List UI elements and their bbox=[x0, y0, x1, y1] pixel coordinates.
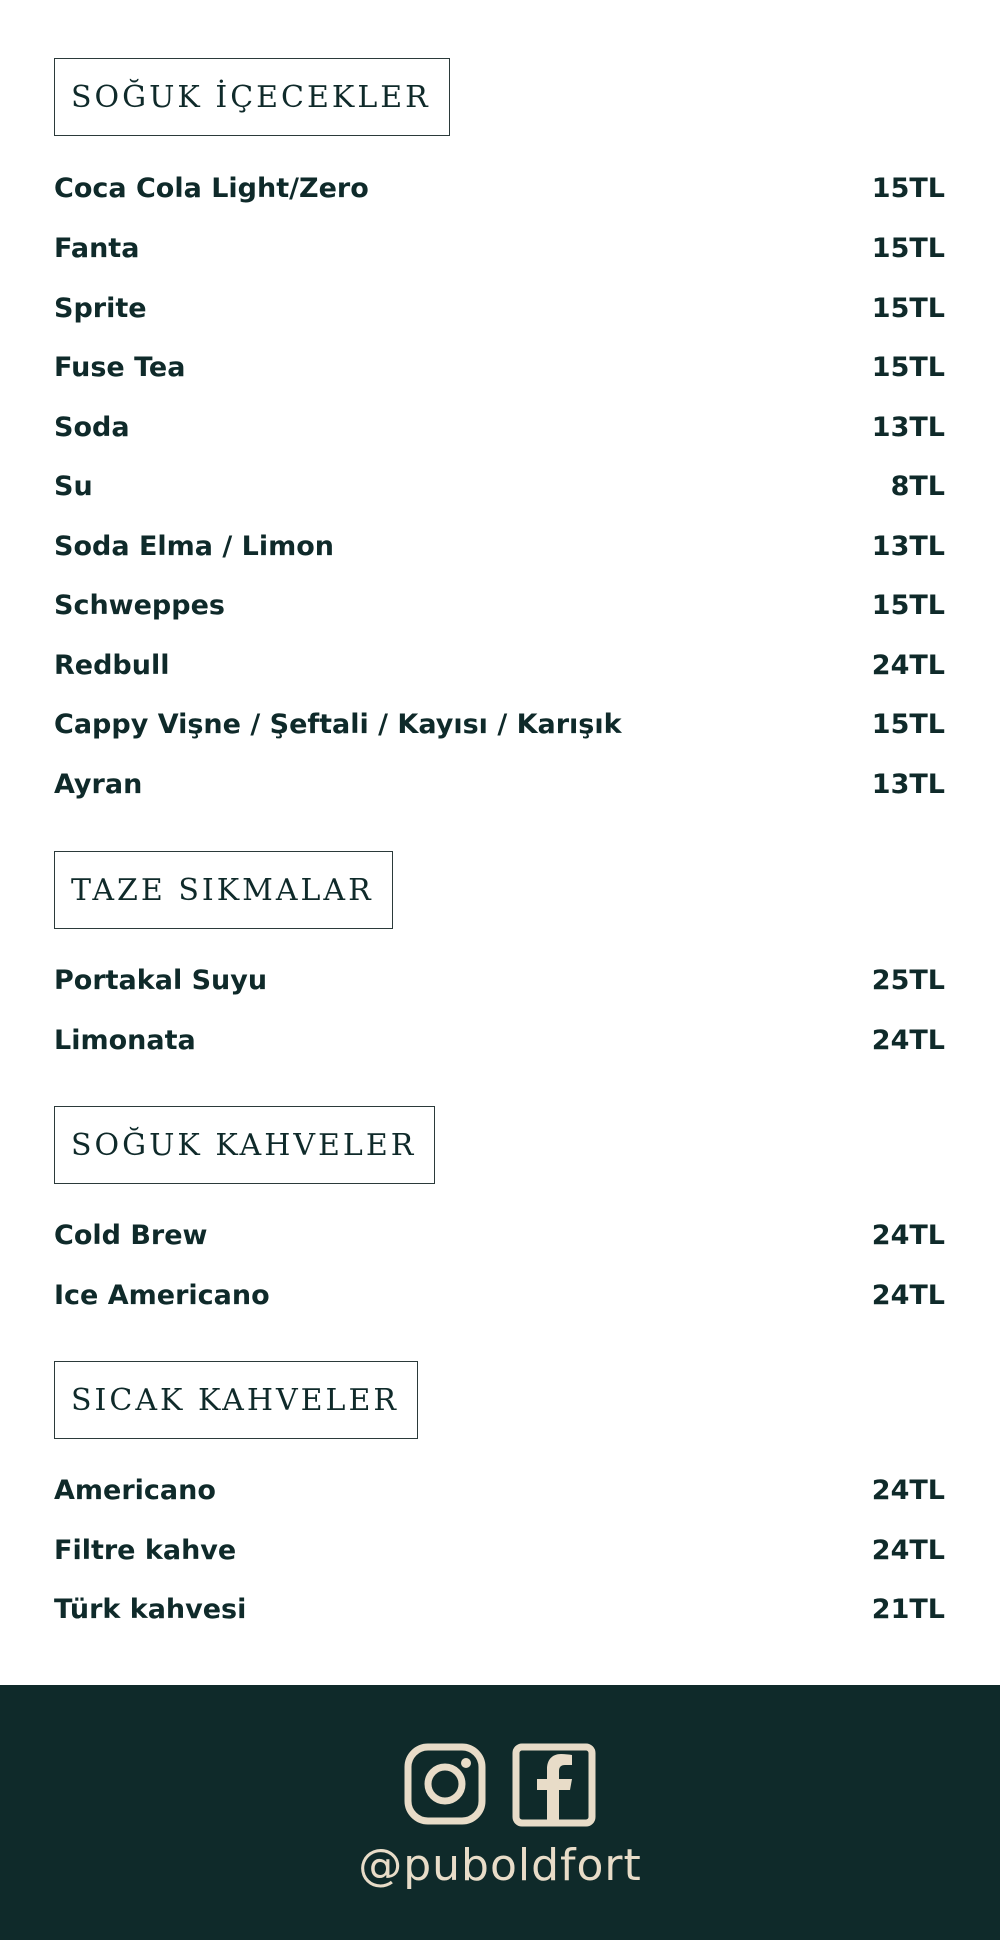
item-name: Su bbox=[54, 470, 93, 502]
menu-item bbox=[54, 1215, 945, 1255]
menu-item bbox=[54, 1470, 945, 1510]
menu-item bbox=[54, 407, 945, 447]
menu-item bbox=[54, 704, 945, 744]
item-name: Cold Brew bbox=[54, 1219, 208, 1251]
item-name: Fuse Tea bbox=[54, 351, 186, 383]
item-price: 13TL bbox=[871, 768, 945, 800]
section-title: SICAK KAHVELER bbox=[71, 1382, 399, 1418]
item-price: 13TL bbox=[871, 411, 945, 443]
item-name: Ayran bbox=[54, 768, 143, 800]
section-title: TAZE SIKMALAR bbox=[71, 872, 374, 908]
item-name: Sprite bbox=[54, 292, 147, 324]
item-price: 15TL bbox=[871, 292, 945, 324]
social-icons bbox=[0, 1743, 1000, 1831]
section-header-sicak-kahveler bbox=[54, 1361, 418, 1439]
footer bbox=[0, 1685, 1000, 1940]
section-title: SOĞUK KAHVELER bbox=[71, 1127, 417, 1163]
item-price: 13TL bbox=[871, 530, 945, 562]
menu-item bbox=[54, 228, 945, 268]
item-price: 24TL bbox=[871, 1219, 945, 1251]
menu-item bbox=[54, 645, 945, 685]
menu-item bbox=[54, 526, 945, 566]
item-price: 24TL bbox=[871, 1534, 945, 1566]
item-price: 8TL bbox=[890, 470, 945, 502]
menu-item bbox=[54, 1589, 945, 1629]
item-name: Cappy Vişne / Şeftali / Kayısı / Karışık bbox=[54, 708, 622, 740]
item-price: 15TL bbox=[871, 708, 945, 740]
social-handle[interactable]: @puboldfort bbox=[358, 1840, 642, 1891]
item-name: Schweppes bbox=[54, 589, 225, 621]
item-price: 24TL bbox=[871, 1474, 945, 1506]
item-name: Portakal Suyu bbox=[54, 964, 268, 996]
item-name: Americano bbox=[54, 1474, 216, 1506]
item-price: 15TL bbox=[871, 351, 945, 383]
item-name: Limonata bbox=[54, 1024, 196, 1056]
menu-item bbox=[54, 288, 945, 328]
menu-item bbox=[54, 1020, 945, 1060]
section-header-taze-sikmalar bbox=[54, 851, 393, 929]
menu-item bbox=[54, 466, 945, 506]
item-price: 24TL bbox=[871, 1279, 945, 1311]
menu-item bbox=[54, 585, 945, 625]
item-price: 25TL bbox=[871, 964, 945, 996]
item-name: Soda Elma / Limon bbox=[54, 530, 335, 562]
menu-item bbox=[54, 1275, 945, 1315]
instagram-icon[interactable] bbox=[404, 1743, 486, 1831]
item-name: Coca Cola Light/Zero bbox=[54, 172, 369, 204]
item-name: Ice Americano bbox=[54, 1279, 270, 1311]
item-price: 24TL bbox=[871, 1024, 945, 1056]
menu-item bbox=[54, 347, 945, 387]
item-price: 24TL bbox=[871, 649, 945, 681]
item-price: 15TL bbox=[871, 232, 945, 264]
section-header-soguk-icecekler bbox=[54, 58, 450, 136]
menu-item bbox=[54, 960, 945, 1000]
menu-item bbox=[54, 1530, 945, 1570]
item-name: Türk kahvesi bbox=[54, 1593, 247, 1625]
item-price: 15TL bbox=[871, 589, 945, 621]
section-header-soguk-kahveler bbox=[54, 1106, 435, 1184]
item-name: Fanta bbox=[54, 232, 140, 264]
item-price: 21TL bbox=[871, 1593, 945, 1625]
menu-item bbox=[54, 168, 945, 208]
section-title: SOĞUK İÇECEKLER bbox=[71, 79, 431, 115]
item-name: Redbull bbox=[54, 649, 170, 681]
facebook-icon[interactable] bbox=[512, 1743, 596, 1831]
item-price: 15TL bbox=[871, 172, 945, 204]
menu-item bbox=[54, 764, 945, 804]
item-name: Filtre kahve bbox=[54, 1534, 237, 1566]
item-name: Soda bbox=[54, 411, 130, 443]
